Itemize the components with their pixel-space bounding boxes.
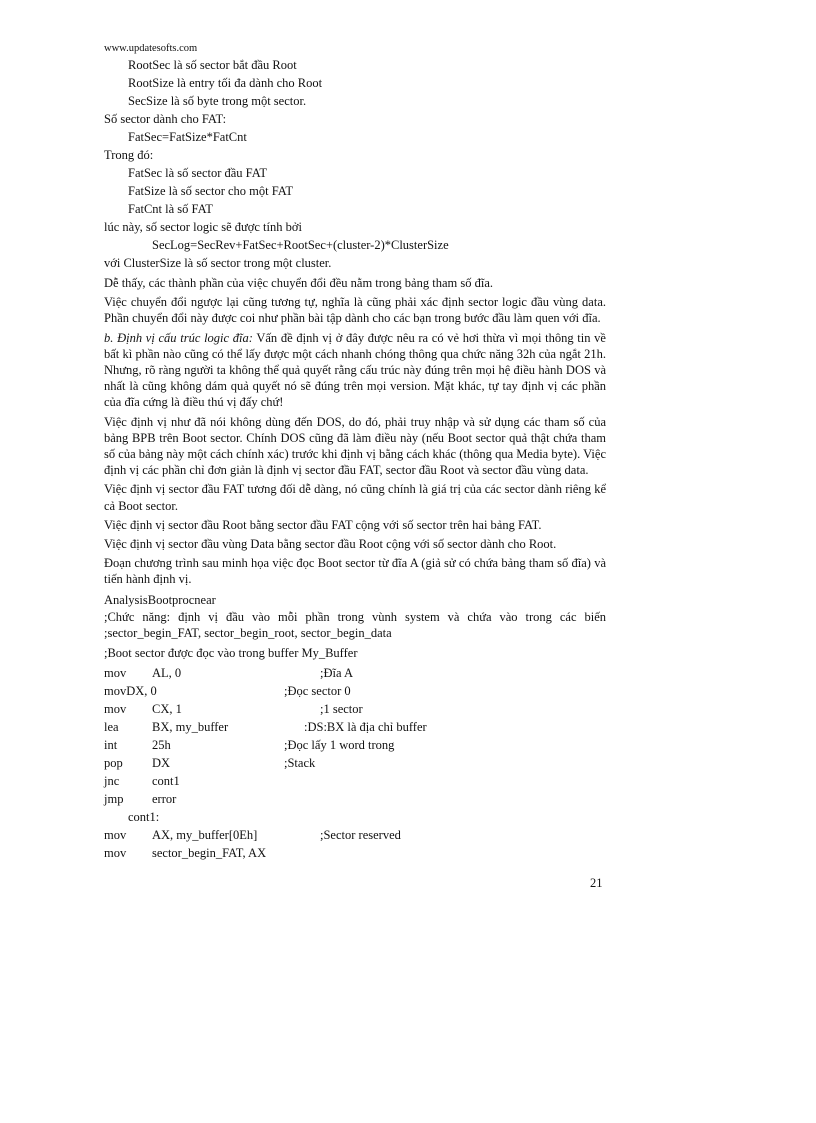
- header-url: www.updatesofts.com: [104, 43, 198, 54]
- code-comment: ;Đọc sector 0: [284, 684, 351, 699]
- paragraph: Việc định vị sector đầu vùng Data bằng sector đầu Root cộng với số sector dành cho Root.: [104, 537, 557, 552]
- code-arg: AL, 0: [152, 666, 182, 681]
- code-op: mov: [104, 828, 127, 843]
- code-row: [104, 808, 606, 826]
- text-line: FatSec là số sector đầu FAT: [128, 166, 267, 180]
- code-comment: ;Stack: [284, 756, 316, 771]
- code-op: pop: [104, 756, 123, 771]
- code-row: [104, 826, 606, 844]
- code-op: mov: [104, 666, 127, 681]
- where-label: Trong đó:: [104, 148, 154, 162]
- code-op: int: [104, 738, 118, 753]
- code-label: cont1:: [128, 810, 160, 825]
- text-line: FatCnt là số FAT: [128, 202, 213, 216]
- code-comment: ;Đọc lấy 1 word trong: [284, 738, 395, 753]
- code-op: jmp: [104, 792, 124, 807]
- code-row: [104, 664, 606, 682]
- paragraph: Việc định vị sector đầu Root bằng sector đầu FAT cộng với số sector trên hai bảng FAT.: [104, 517, 542, 532]
- paragraph-logic-structure: [104, 330, 606, 411]
- code-row: [104, 736, 606, 754]
- code-row: [104, 790, 606, 808]
- code-proc-header: AnalysisBootprocnear: [104, 592, 216, 607]
- code-row: [104, 700, 606, 718]
- code-comment: ;Chức năng: định vị đầu vào mỗi phần trong vùnh system và chứa vào trong các biến ;sector_begin_FAT, sector_begin_root, sector_begin_data: [104, 609, 606, 640]
- code-row: [104, 682, 606, 700]
- code-arg: DX: [152, 756, 171, 771]
- code-arg: cont1: [152, 774, 180, 789]
- paragraph: Việc định vị như đã nói không dùng đến DOS, do đó, phải truy nhập và sử dụng các tham số của bảng BPB trên Boot sector. Chính DOS cũng đã làm điều này (nếu Boot sector quả thật chứa tham số của bảng này một cách chính xác) trước khi định vị bằng cách khác (thông qua Media byte). Việc định vị các phần chỉ đơn giản là định vị sector đầu FAT, sector đầu Root và sector đầu vùng data.: [104, 414, 606, 478]
- code-op: mov: [104, 846, 127, 861]
- paragraph: Việc chuyển đổi ngược lại cũng tương tự, nghĩa là cũng phải xác định sector logic đầu vùng data. Phần chuyển đổi này được coi như phần bài tập dành cho các bạn trong bước đầu làm quen với đĩa.: [104, 295, 606, 326]
- code-row: [104, 772, 606, 790]
- code-comment: ;Sector reserved: [320, 828, 401, 843]
- section-heading: b. Định vị cấu trúc logic đĩa:: [104, 330, 253, 345]
- text-line: RootSize là entry tối đa dành cho Root: [128, 76, 323, 90]
- code-arg: CX, 1: [152, 702, 182, 717]
- logic-formula: SecLog=SecRev+FatSec+RootSec+(cluster-2)*ClusterSize: [152, 238, 449, 252]
- paragraph: Đoạn chương trình sau minh họa việc đọc Boot sector từ đĩa A (giả sử có chứa bảng tham số đĩa) và tiến hành định vị.: [104, 556, 606, 587]
- logic-intro: lúc này, số sector logic sẽ được tính bởi: [104, 220, 302, 234]
- page-number: 21: [590, 876, 603, 890]
- fat-formula: FatSec=FatSize*FatCnt: [128, 130, 247, 144]
- paragraph: Việc định vị sector đầu FAT tương đối dễ dàng, nó cũng chính là giá trị của các sector dành riêng kể cả Boot sector.: [104, 482, 606, 513]
- code-op: mov: [104, 702, 127, 717]
- code-comment: ;Boot sector được đọc vào trong buffer My_Buffer: [104, 646, 358, 661]
- code-row: [104, 844, 606, 862]
- paragraph-body: Vấn đề định vị ở đây được nêu ra có vẻ hơi thừa vì mọi thông tin về bất kì phần nào cũng có thể lấy được một cách nhanh chóng thông qua chức năng 32h của ngắt 21h. Nhưng, rõ ràng người ta không thể quả quyết rằng cấu trúc này đúng trên mọi hệ điều hành DOS và nhất là cũng không dám quả quyết nó sẽ đúng trên mọi version. Mặt khác, tự tay định vị các phần của đĩa cứng là điều thú vị đấy chứ!: [104, 330, 606, 410]
- fat-intro: Số sector dành cho FAT:: [104, 112, 227, 126]
- code-arg: AX, my_buffer[0Eh]: [152, 828, 258, 843]
- code-arg: 25h: [152, 738, 171, 753]
- code-arg: error: [152, 792, 177, 807]
- code-block: [104, 664, 606, 862]
- text-line: SecSize là số byte trong một sector.: [128, 94, 307, 108]
- code-arg: BX, my_buffer: [152, 720, 229, 735]
- code-comment: ;1 sector: [320, 702, 363, 717]
- code-row: [104, 754, 606, 772]
- code-row: [104, 718, 606, 736]
- text-line: FatSize là số sector cho một FAT: [128, 184, 294, 198]
- code-comment: ;Đĩa A: [320, 666, 353, 681]
- code-op: lea: [104, 720, 119, 735]
- code-comment: :DS:BX là địa chỉ buffer: [304, 720, 427, 735]
- cluster-def: với ClusterSize là số sector trong một cluster.: [104, 256, 332, 270]
- code-op: movDX, 0: [104, 684, 157, 699]
- code-op: jnc: [104, 774, 120, 789]
- text-line: RootSec là số sector bắt đầu Root: [128, 58, 297, 72]
- code-arg: sector_begin_FAT, AX: [152, 846, 267, 861]
- body-text: [104, 56, 606, 862]
- paragraph: Dễ thấy, các thành phần của việc chuyển đổi đều nằm trong bảng tham số đĩa.: [104, 276, 493, 290]
